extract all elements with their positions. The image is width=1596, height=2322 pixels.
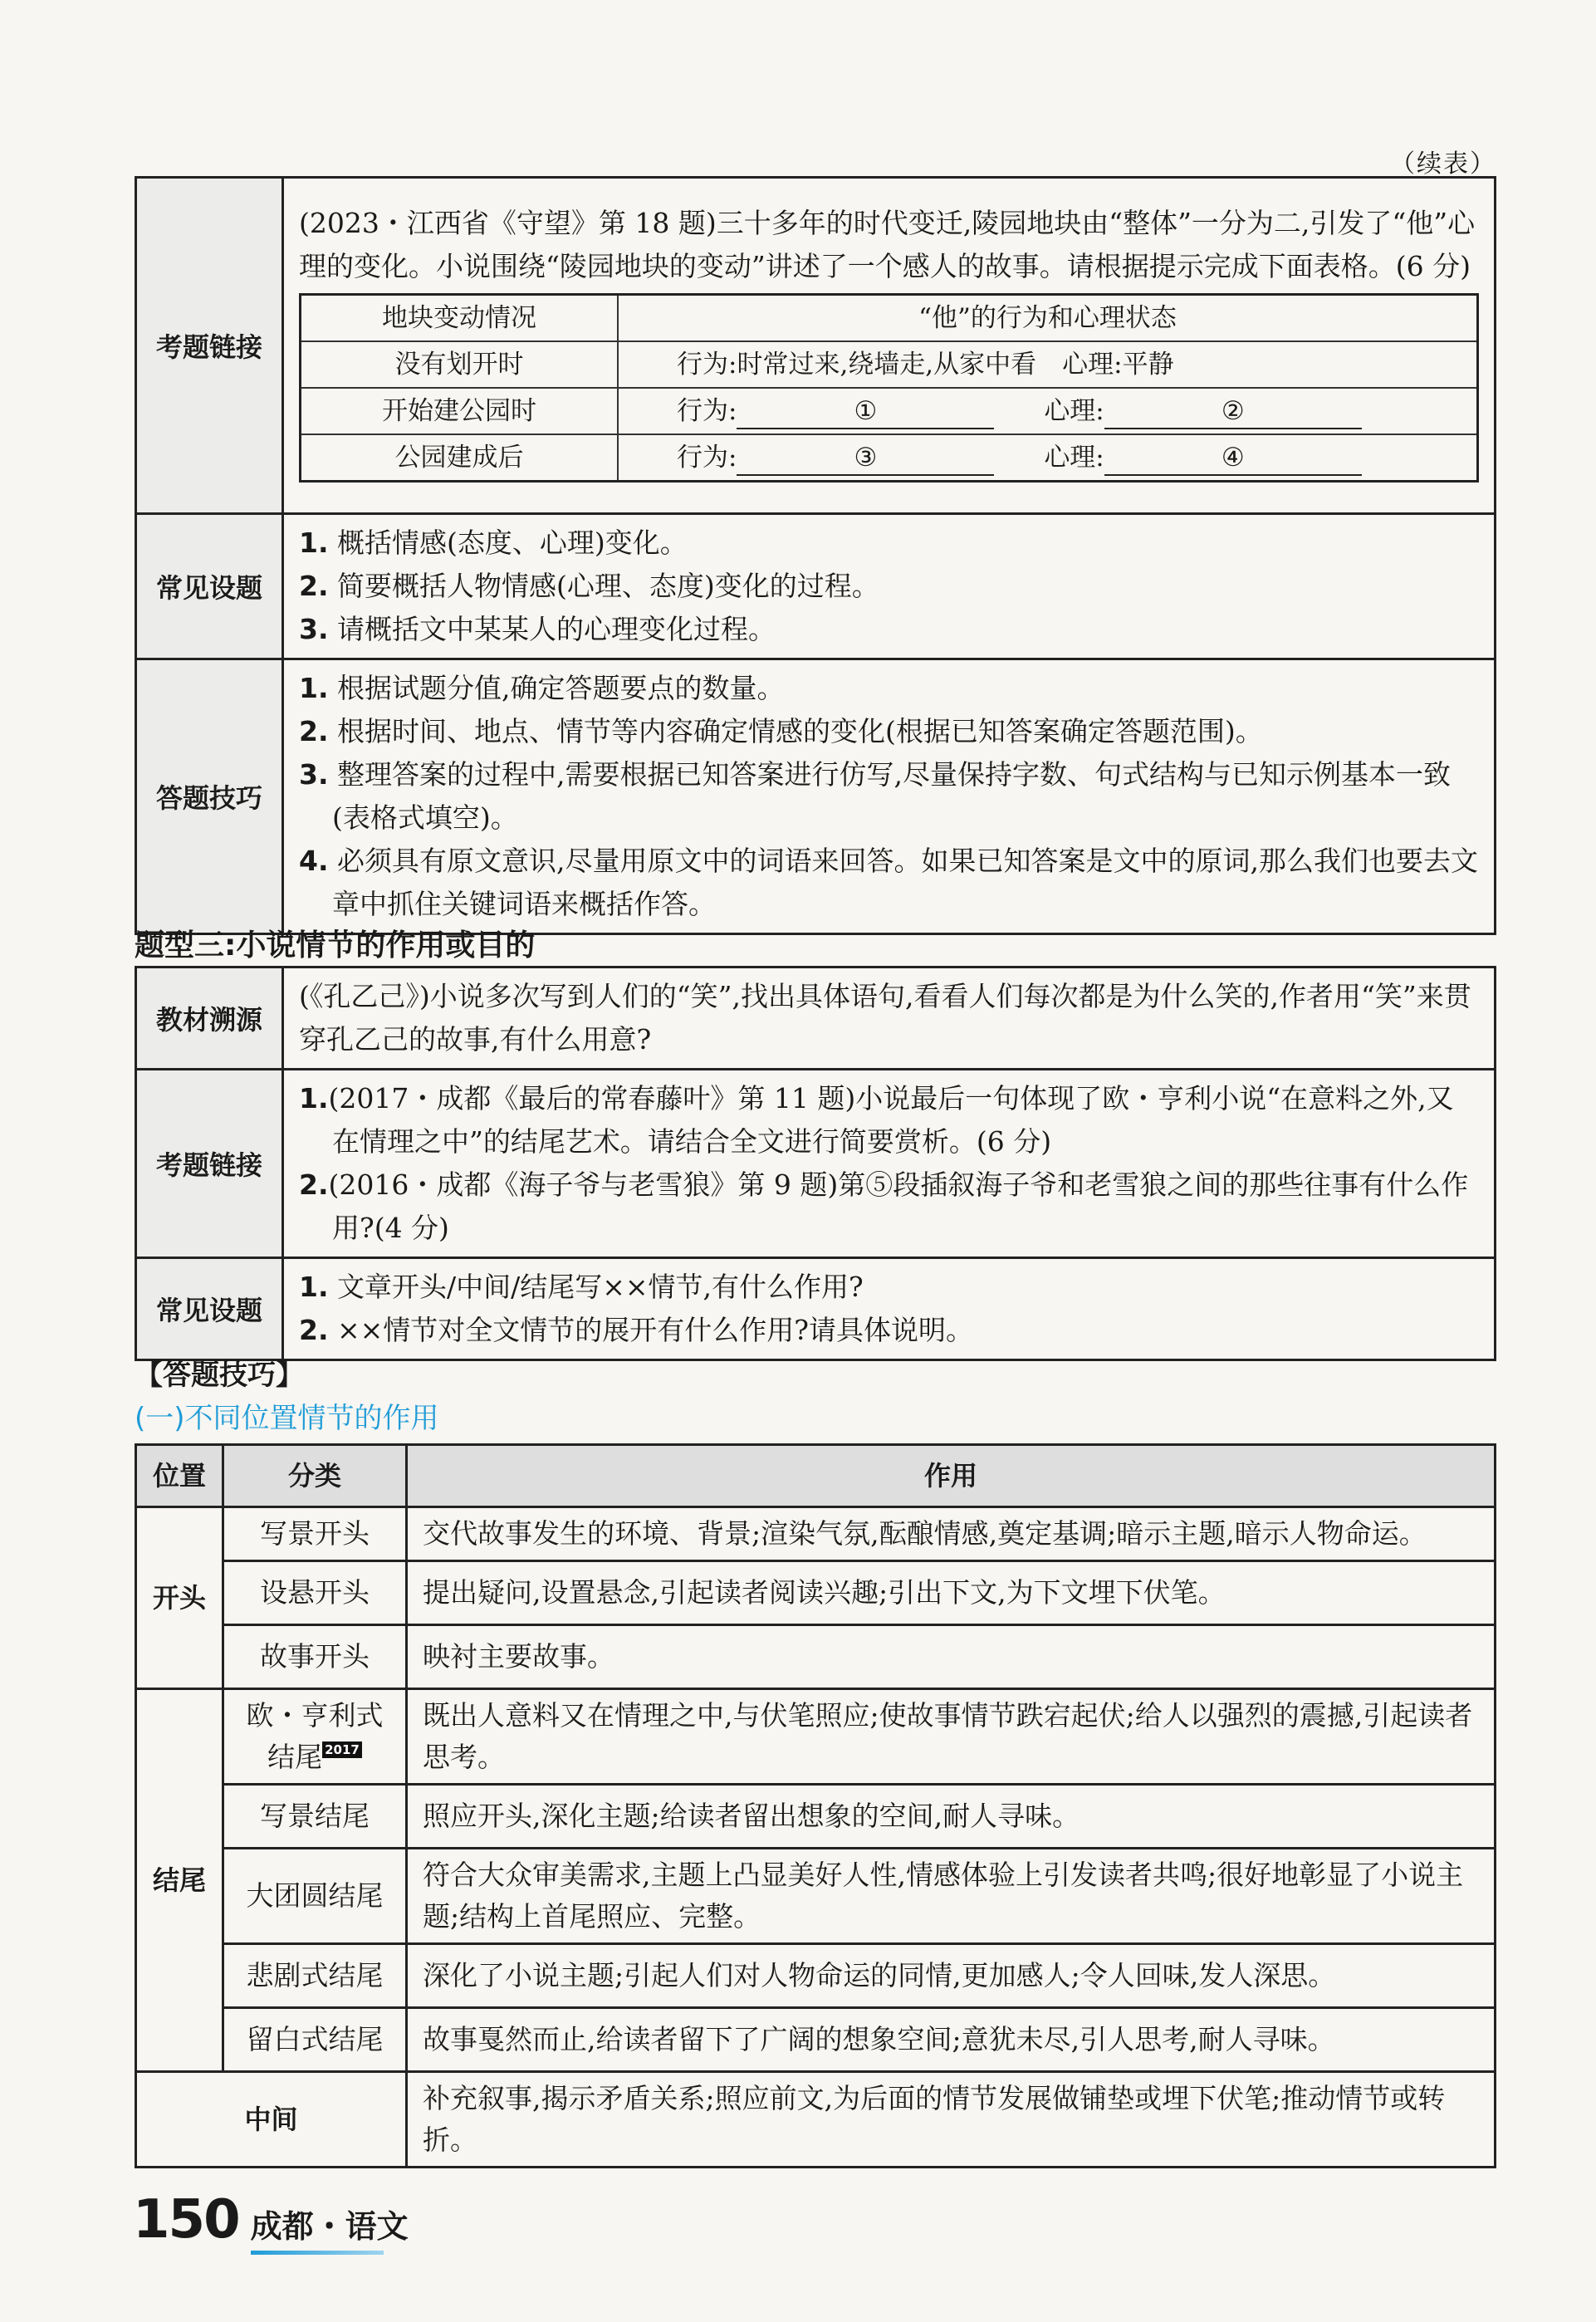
position-opening: 开头 xyxy=(136,1507,223,1689)
answer-blank[interactable]: ④ xyxy=(1104,441,1362,476)
table-row xyxy=(136,1785,1496,1849)
category-cell: 设悬开头 xyxy=(223,1561,407,1625)
textbook-source-text: (《孔乙己》)小说多次写到人们的“笑”,找出具体语句,看看人们每次都是为什么笑的,作者用“笑”来贯穿孔乙己的故事,有什么用意? xyxy=(299,980,1471,1056)
table-row xyxy=(136,2008,1496,2072)
effect-cell: 提出疑问,设置悬念,引起读者阅读兴趣;引出下文,为下文埋下伏笔。 xyxy=(407,1561,1496,1625)
row-content-exam-link xyxy=(283,178,1496,514)
page-footer xyxy=(133,2189,409,2251)
category-cell: 写景结尾 xyxy=(223,1785,407,1849)
year-badge: 2017 xyxy=(322,1742,362,1758)
page-number: 150 xyxy=(133,2189,239,2251)
fill-table-situation: 没有划开时 xyxy=(301,341,619,388)
row-content-textbook-source xyxy=(283,968,1496,1070)
fill-table-situation: 开始建公园时 xyxy=(301,388,619,434)
mind-label: 心理: xyxy=(1044,396,1104,426)
fill-table-state xyxy=(618,388,1478,434)
answer-blank[interactable]: ② xyxy=(1104,394,1362,429)
effect-cell: 既出人意料又在情理之中,与伏笔照应;使故事情节跌宕起伏;给人以强烈的震撼,引起读者思考。 xyxy=(407,1689,1496,1785)
list-item: 4. 必须具有原文意识,尽量用原文中的词语来回答。如果已知答案是文中的原词,那么我们也要去文章中抓住关键词语来概括作答。 xyxy=(299,845,1478,920)
exam-link-intro: (2023・江西省《守望》第 18 题)三十多年的时代变迁,陵园地块由“整体”一分为二,引发了“他”心理的变化。小说围绕“陵园地块的变动”讲述了一个感人的故事。请根据提示完成下面表格。(6 分) xyxy=(299,207,1476,282)
effect-cell: 补充叙事,揭示矛盾关系;照应前文,为后面的情节发展做铺垫或埋下伏笔;推动情节或转折。 xyxy=(407,2072,1496,2168)
table-row xyxy=(136,514,1496,659)
table-row xyxy=(136,968,1496,1070)
row-content-common-questions xyxy=(283,514,1496,659)
fill-in-table xyxy=(299,293,1479,483)
table-row xyxy=(136,1849,1496,1944)
row-header-exam-link: 考题链接 xyxy=(136,1070,283,1258)
table-question-type-3 xyxy=(135,966,1496,1361)
table-row xyxy=(301,434,1478,482)
section-title: 题型三:小说情节的作用或目的 xyxy=(135,928,536,963)
list-item: 2.(2016・成都《海子爷与老雪狼》第 9 题)第⑤段插叙海子爷和老雪狼之间的那些往事有什么作用?(4 分) xyxy=(299,1168,1469,1244)
footer-text: 成都・语文 xyxy=(251,2201,409,2246)
effect-cell: 交代故事发生的环境、背景;渲染气氛,酝酿情感,奠定基调;暗示主题,暗示人物命运。 xyxy=(407,1507,1496,1561)
col-header-position: 位置 xyxy=(136,1445,223,1507)
plot-position-table xyxy=(135,1443,1496,2168)
table-row xyxy=(136,1258,1496,1360)
row-content-exam-link xyxy=(283,1070,1496,1258)
table-row xyxy=(136,178,1496,514)
position-ending: 结尾 xyxy=(136,1689,223,2072)
table-question-type-2-continued xyxy=(135,176,1496,935)
skills-title: 【答题技巧】 xyxy=(135,1359,304,1392)
table-row xyxy=(136,1561,1496,1625)
mind-label: 心理: xyxy=(1044,443,1104,473)
fill-table-state: 行为:时常过来,绕墙走,从家中看 心理:平静 xyxy=(618,341,1478,388)
col-header-effect: 作用 xyxy=(407,1445,1496,1507)
table-row xyxy=(136,659,1496,934)
list-item: 3. 请概括文中某某人的心理变化过程。 xyxy=(299,613,776,645)
table-row xyxy=(136,1689,1496,1785)
row-content-answer-skills xyxy=(283,659,1496,934)
category-cell xyxy=(223,1689,407,1785)
table-header-row xyxy=(136,1445,1496,1507)
subsection-title: (一)不同位置情节的作用 xyxy=(135,1402,439,1435)
category-cell: 写景开头 xyxy=(223,1507,407,1561)
list-item: 2. 简要概括人物情感(心理、态度)变化的过程。 xyxy=(299,570,879,602)
table-row xyxy=(136,1070,1496,1258)
effect-cell: 照应开头,深化主题;给读者留出想象的空间,耐人寻味。 xyxy=(407,1785,1496,1849)
list-item: 2. 根据时间、地点、情节等内容确定情感的变化(根据已知答案确定答题范围)。 xyxy=(299,715,1263,747)
effect-cell: 符合大众审美需求,主题上凸显美好人性,情感体验上引发读者共鸣;很好地彰显了小说主题;结构上首尾照应、完整。 xyxy=(407,1849,1496,1944)
category-cell: 悲剧式结尾 xyxy=(223,1944,407,2008)
table-row xyxy=(136,1507,1496,1561)
row-content-common-questions xyxy=(283,1258,1496,1360)
behavior-label: 行为: xyxy=(677,396,737,426)
col-header-category: 分类 xyxy=(223,1445,407,1507)
list-item: 1. 根据试题分值,确定答题要点的数量。 xyxy=(299,672,785,704)
row-header-answer-skills: 答题技巧 xyxy=(136,659,283,934)
table-row xyxy=(301,388,1478,434)
table-row xyxy=(301,295,1478,342)
effect-cell: 映衬主要故事。 xyxy=(407,1625,1496,1689)
category-cell: 大团圆结尾 xyxy=(223,1849,407,1944)
position-middle: 中间 xyxy=(136,2072,407,2168)
list-item: 1. 文章开头/中间/结尾写××情节,有什么作用? xyxy=(299,1271,864,1303)
answer-blank[interactable]: ③ xyxy=(737,441,994,476)
category-cell: 故事开头 xyxy=(223,1625,407,1689)
list-item: 2. ××情节对全文情节的展开有什么作用?请具体说明。 xyxy=(299,1314,973,1346)
fill-table-situation: 公园建成后 xyxy=(301,434,619,482)
table-row xyxy=(136,1944,1496,2008)
category-cell: 留白式结尾 xyxy=(223,2008,407,2072)
category-line: 结尾 2017 xyxy=(228,1737,402,1778)
fill-table-state xyxy=(618,434,1478,482)
effect-cell: 故事戛然而止,给读者留下了广阔的想象空间;意犹未尽,引人思考,耐人寻味。 xyxy=(407,2008,1496,2072)
list-item: 3. 整理答案的过程中,需要根据已知答案进行仿写,尽量保持字数、句式结构与已知示例基本一致(表格式填空)。 xyxy=(299,758,1451,834)
behavior-label: 行为: xyxy=(677,443,737,473)
effect-cell: 深化了小说主题;引起人们对人物命运的同情,更加感人;令人回味,发人深思。 xyxy=(407,1944,1496,2008)
row-header-common-questions: 常见设题 xyxy=(136,1258,283,1360)
answer-blank[interactable]: ① xyxy=(737,394,994,429)
list-item: 1. 概括情感(态度、心理)变化。 xyxy=(299,527,688,559)
row-header-textbook-source: 教材溯源 xyxy=(136,968,283,1070)
list-item: 1.(2017・成都《最后的常春藤叶》第 11 题)小说最后一句体现了欧・亨利小说“在意料之外,又在情理之中”的结尾艺术。请结合全文进行简要赏析。(6 分) xyxy=(299,1082,1454,1158)
fill-table-col1-header: 地块变动情况 xyxy=(301,295,619,342)
continued-label: （续表） xyxy=(1390,149,1496,179)
row-header-common-questions: 常见设题 xyxy=(136,514,283,659)
table-row xyxy=(136,1625,1496,1689)
table-row xyxy=(301,341,1478,388)
table-row xyxy=(136,2072,1496,2168)
category-line: 欧・亨利式 xyxy=(246,1699,384,1732)
fill-table-col2-header: “他”的行为和心理状态 xyxy=(618,295,1478,342)
row-header-exam-link: 考题链接 xyxy=(136,178,283,514)
